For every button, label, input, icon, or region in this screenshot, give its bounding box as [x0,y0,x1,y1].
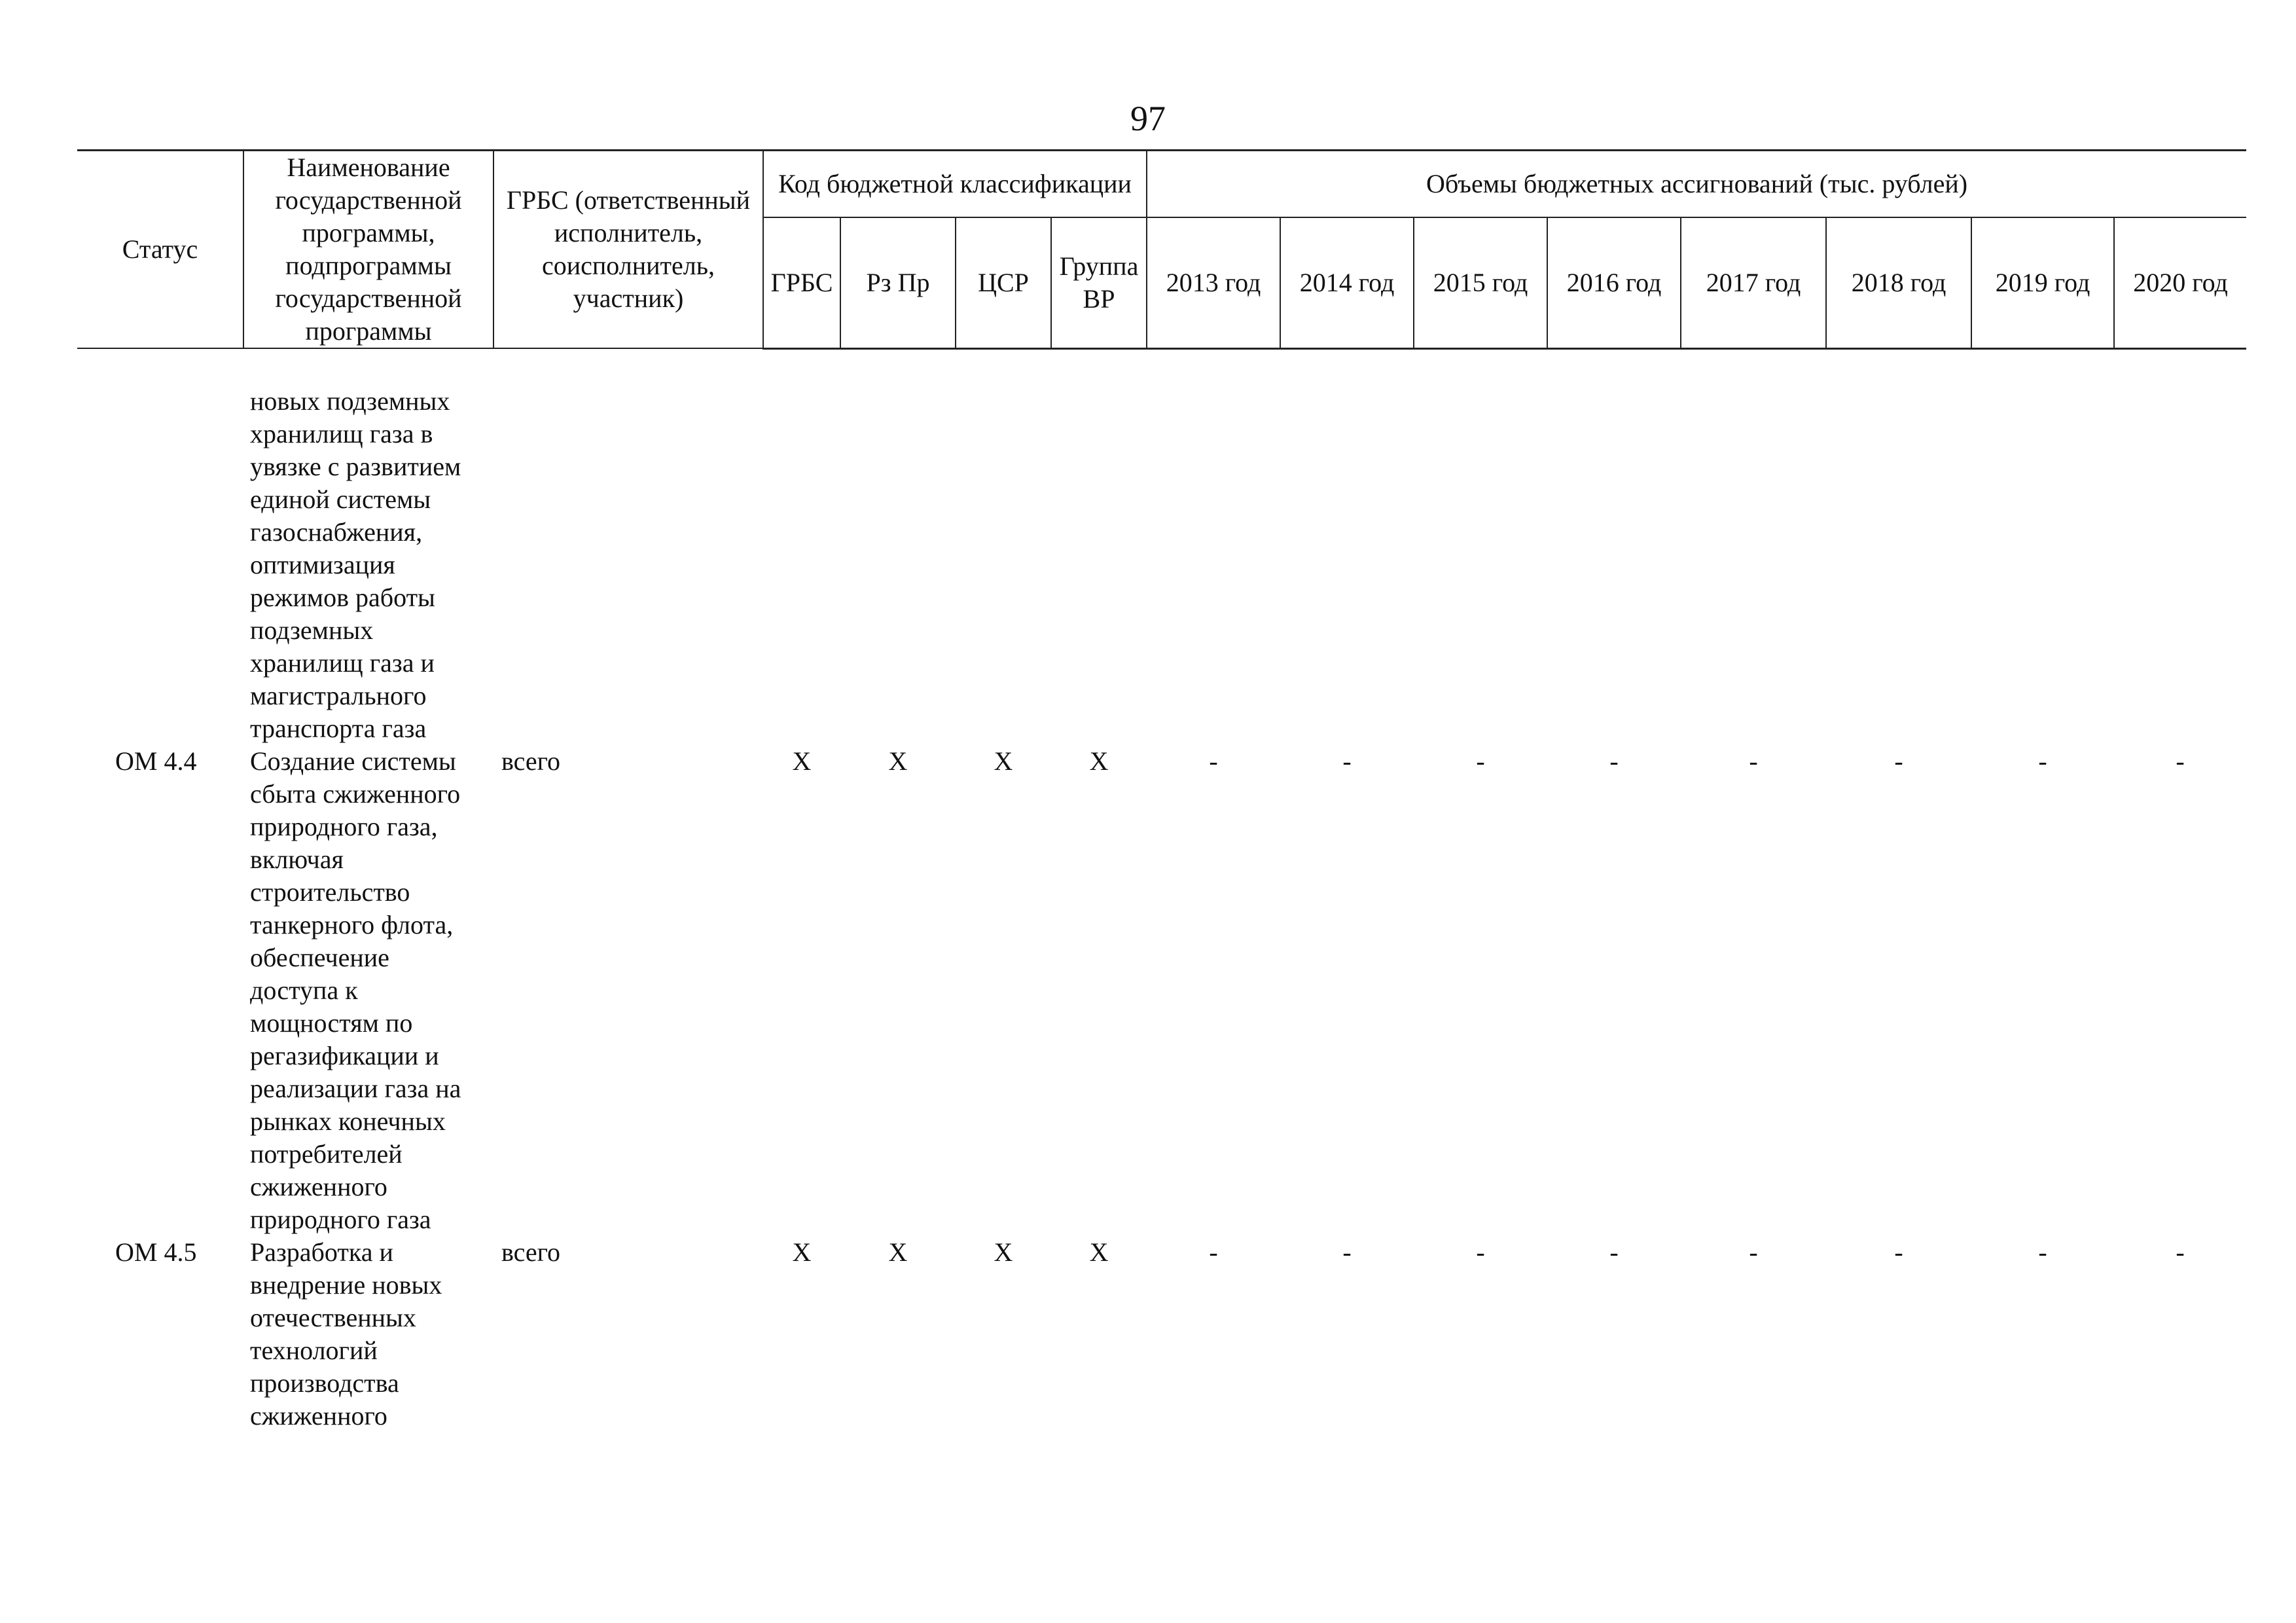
table-row [77,745,2246,1236]
row-code-group-vr: X [1089,1237,1109,1267]
row-year-2017: - [1749,746,1758,776]
row-grbs [493,385,763,745]
header-code-group-vr: Группа ВР [1051,217,1147,348]
row-code-csr [956,385,1051,745]
row-code-group-vr: X [1089,746,1109,776]
row-year-2013 [1147,385,1280,745]
row-status [77,385,243,745]
page-number: 97 [1130,99,1166,138]
table-row [77,385,2246,745]
row-year-2017 [1681,385,1826,745]
row-status: ОМ 4.5 [115,1237,197,1267]
row-code-rzpr: X [888,746,908,776]
row-year-2020: - [2176,1237,2185,1267]
row-grbs: всего [501,1237,561,1267]
header-code-csr: ЦСР [956,217,1051,348]
row-code-csr: X [994,1237,1013,1267]
header-code-grbs: ГРБС [763,217,840,348]
row-code-csr: X [994,746,1013,776]
row-year-2019 [1971,385,2114,745]
row-year-2015 [1414,385,1547,745]
header-year-2018: 2018 год [1826,217,1971,348]
row-year-2019: - [2038,1237,2047,1267]
header-budget-code: Код бюджетной классификации [763,151,1147,217]
row-grbs: всего [501,746,561,776]
table-row [77,1236,2246,1432]
header-year-2019: 2019 год [1971,217,2114,348]
row-year-2016: - [1609,746,1619,776]
header-status: Статус [77,151,243,349]
row-code-grbs: X [792,1237,812,1267]
row-year-2018 [1826,385,1971,745]
header-program-name: Наименование государственной программы, подпрограммы государственной программы [243,151,493,349]
header-year-2017: 2017 год [1681,217,1826,348]
row-program-name: новых подземных хранилищ газа в увязке с развитием единой системы газоснабжения, оптимизация режимов работы подземных хранилищ газа и магистрального транспорта газа [250,386,461,743]
row-year-2014: - [1342,746,1352,776]
row-year-2017: - [1749,1237,1758,1267]
row-code-grbs: X [792,746,812,776]
header-year-2016: 2016 год [1547,217,1681,348]
header-grbs-executor: ГРБС (ответственный исполнитель, соисполнитель, участник) [493,151,763,349]
header-year-2013: 2013 год [1147,217,1280,348]
row-year-2015: - [1476,1237,1485,1267]
row-year-2013: - [1209,746,1218,776]
row-program-name: Создание системы сбыта сжиженного природного газа, включая строительство танкерного флота, обеспечение доступа к мощностям по регазификации и реализации газа на рынках конечных потребителей сжиженного природного газа [250,746,461,1234]
row-code-grbs [763,385,840,745]
row-code-rzpr: X [888,1237,908,1267]
row-year-2015: - [1476,746,1485,776]
row-year-2018: - [1894,1237,1903,1267]
row-year-2016: - [1609,1237,1619,1267]
row-year-2019: - [2038,746,2047,776]
budget-table [77,149,2246,1432]
row-year-2014 [1280,385,1414,745]
row-year-2014: - [1342,1237,1352,1267]
row-program-name: Разработка и внедрение новых отечественных технологий производства сжиженного [250,1237,442,1431]
row-year-2020: - [2176,746,2185,776]
row-year-2013: - [1209,1237,1218,1267]
header-code-rzpr: Рз Пр [840,217,956,348]
row-status: ОМ 4.4 [115,746,197,776]
row-year-2018: - [1894,746,1903,776]
header-year-2015: 2015 год [1414,217,1547,348]
row-code-rzpr [840,385,956,745]
header-budget-volumes: Объемы бюджетных ассигнований (тыс. рублей) [1147,151,2246,217]
row-year-2016 [1547,385,1681,745]
row-code-group-vr [1051,385,1147,745]
header-year-2014: 2014 год [1280,217,1414,348]
header-year-2020: 2020 год [2114,217,2246,348]
row-year-2020 [2114,385,2246,745]
